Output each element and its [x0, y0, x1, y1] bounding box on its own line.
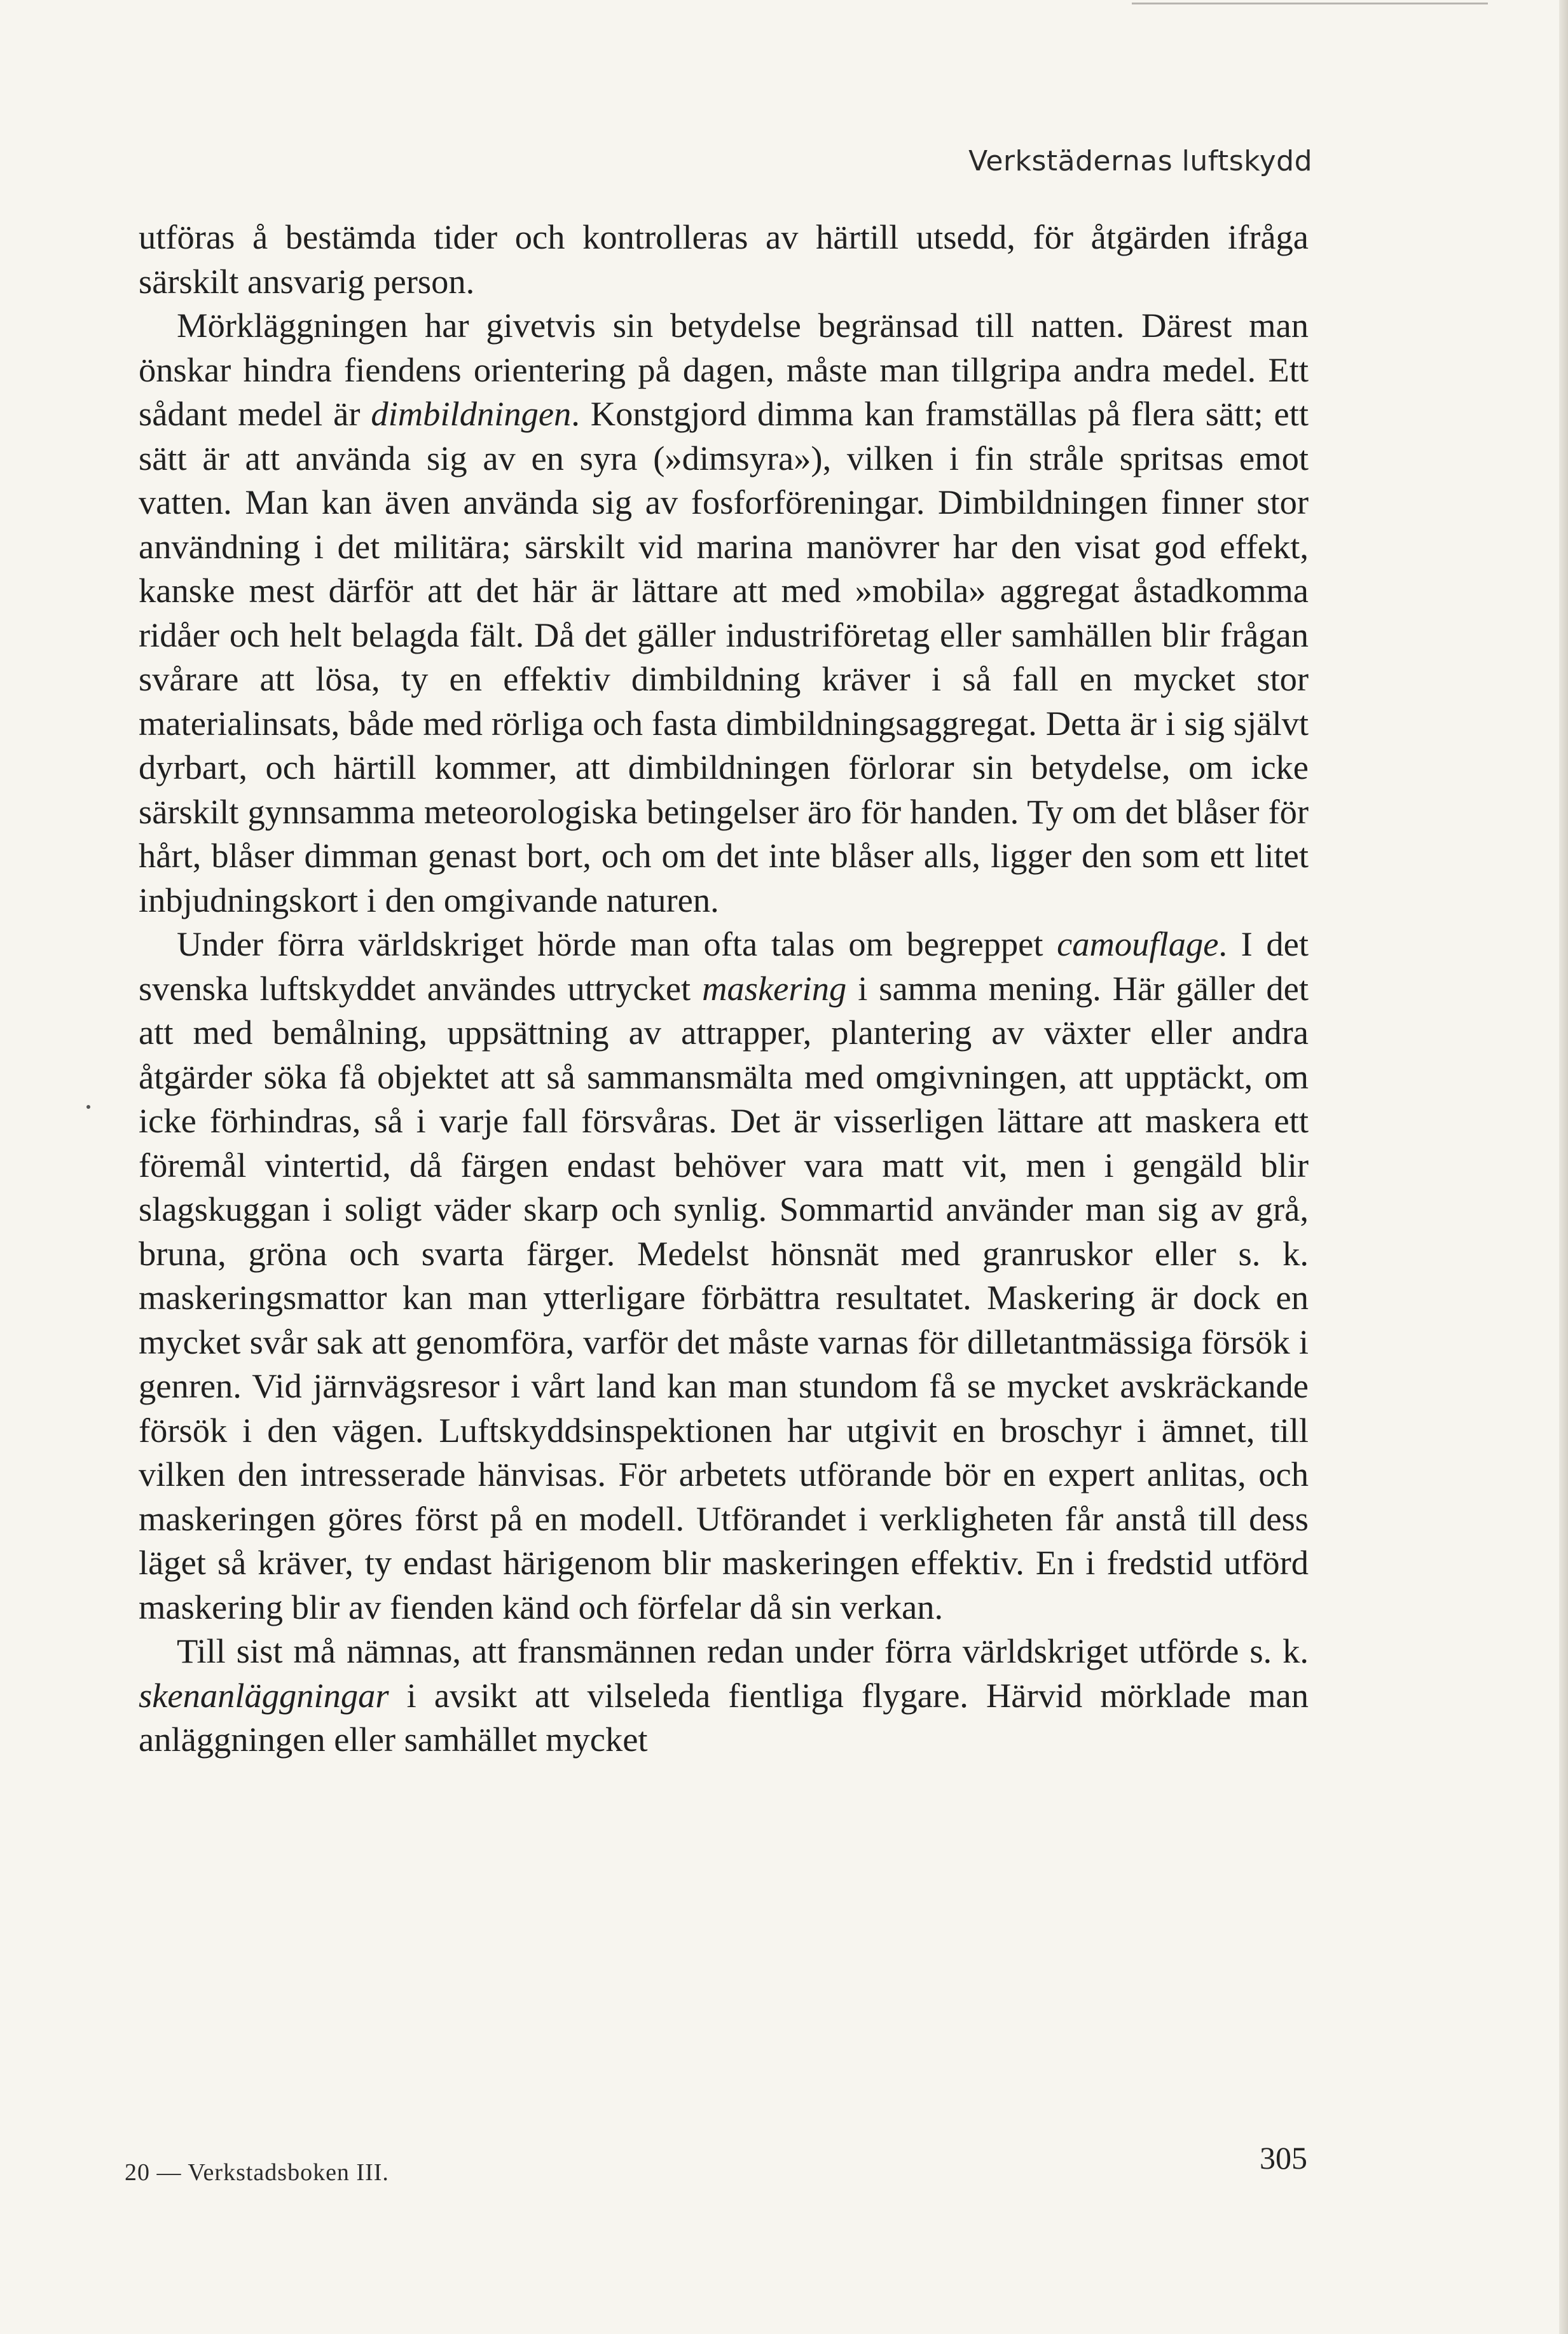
emphasis-term: skenanläggningar [139, 1675, 389, 1715]
emphasis-term: camouflage [1057, 924, 1219, 963]
scan-edge-shadow [1559, 0, 1568, 2334]
paragraph-maskering [139, 922, 1309, 1629]
page-number: 305 [1260, 2140, 1307, 2176]
stray-ink-mark [86, 1105, 90, 1109]
paragraph-text: Till sist må nämnas, att fransmännen redan under förra världskriget utförde s. k. [177, 1631, 1309, 1670]
paragraph-text: . Konstgjord dimma kan framställas på flera sätt; ett sätt är att använda sig av en syra (»dimsyra»), vilken i fin stråle spritsas emot vatten. Man kan även använda sig av fosforföreningar. Dimbildningen finner stor användning i det militära; särskilt vid marina manövrer har den visat god effekt, kanske mest därför att det här är lättare att med »mobila» aggregat åstadkomma ridåer och helt belagda fält. Då det gäller industriföretag eller samhällen blir frågan svårare att lösa, ty en effektiv dimbildning kräver i så fall en mycket stor materialinsats, både med rörliga och fasta dimbildningsaggregat. Detta är i sig självt dyrbart, och härtill kommer, att dimbildningen förlorar sin betydelse, om icke särskilt gynnsamma meteorologiska betingelser äro för handen. Ty om det blåser för hårt, blåser dimman genast bort, och om det inte blåser alls, ligger den som ett litet inbjudningskort i den omgivande naturen. [139, 394, 1309, 919]
paragraph-text: Under förra världskriget hörde man ofta talas om begreppet [177, 924, 1057, 963]
paragraph-text: . I det svenska luftskyddet användes uttrycket [139, 924, 1309, 1008]
emphasis-term: dimbildningen [371, 394, 572, 433]
running-head: Verkstädernas luftskydd [968, 145, 1312, 177]
paragraph-dimbildning [139, 303, 1309, 922]
paragraph-text: Mörkläggningen har givetvis sin betydelse begränsad till natten. Därest man önskar hindra fiendens orientering på dagen, måste man tillgripa andra medel. Ett sådant medel är [139, 306, 1309, 433]
paragraph-text: i avsikt att vilseleda fientliga flygare. Härvid mörklade man anläggningen eller samhället mycket [139, 1675, 1309, 1759]
body-text [139, 215, 1309, 1762]
paragraph-text: utföras å bestämda tider och kontrolleras av härtill utsedd, för åtgärden ifråga särskilt ansvarig person. [139, 217, 1309, 301]
paragraph-text: i samma mening. Här gäller det att med bemålning, uppsättning av attrapper, plantering av växter eller andra åtgärder söka få objektet att så sammansmälta med omgivningen, att upptäckt, om icke förhindras, så i varje fall försvåras. Det är visserligen lättare att maskera ett föremål vintertid, då färgen endast behöver vara matt vit, men i gengäld blir slagskuggan i soligt väder skarp och synlig. Sommartid använder man sig av grå, bruna, gröna och svarta färger. Medelst hönsnät med granruskor eller s. k. maskeringsmattor kan man ytterligare förbättra resultatet. Maskering är dock en mycket svår sak att genomföra, varför det måste varnas för dilletantmässiga försök i genren. Vid järnvägsresor i vårt land kan man stundom få se mycket avskräckande försök i den vägen. Luftskyddsinspektionen har utgivit en broschyr i ämnet, till vilken den intresserade hänvisas. För arbetets utförande bör en expert anlitas, och maskeringen göres först på en modell. Utförandet i verkligheten får anstå till dess läget så kräver, ty endast härigenom blir maskeringen effektiv. En i fredstid utförd maskering blir av fienden känd och förfelar då sin verkan. [139, 968, 1309, 1626]
top-scan-rule [1132, 3, 1488, 4]
paragraph-skenanlaggningar [139, 1629, 1309, 1762]
signature-line: 20 — Verkstadsboken III. [125, 2159, 389, 2186]
paragraph-continuation [139, 215, 1309, 303]
emphasis-term: maskering [702, 968, 847, 1008]
